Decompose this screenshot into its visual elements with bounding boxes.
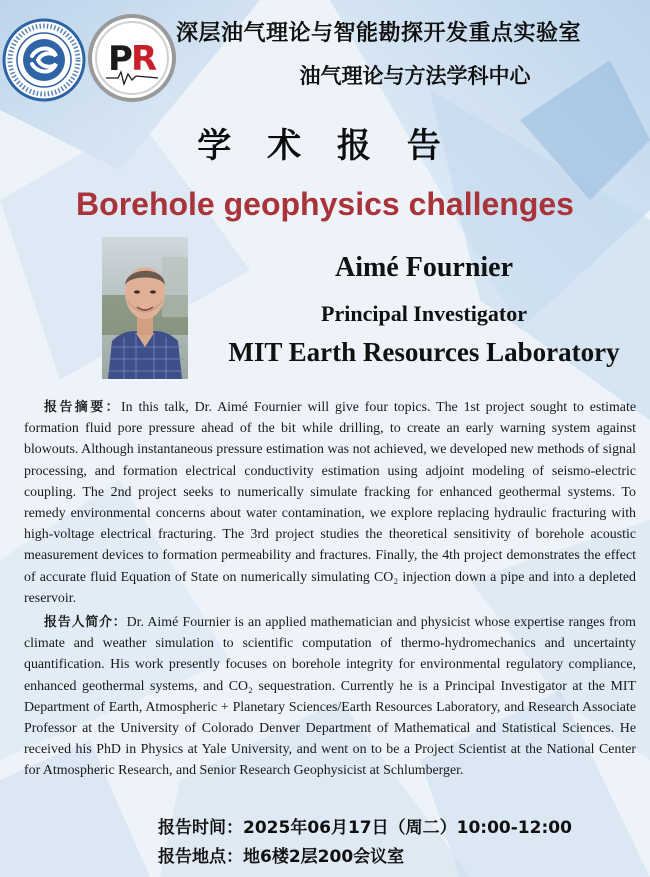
speaker-position: Principal Investigator [321, 301, 527, 326]
bio-paragraph [24, 612, 636, 782]
speaker-name: Aimé Fournier [334, 252, 514, 283]
pr-logo-letter-p: P [108, 39, 133, 79]
pr-logo-letter-r: R [131, 39, 158, 79]
report-location: 报告地点：地6楼2层200会议室 [158, 847, 405, 867]
report-heading: 学 术 报 告 [197, 126, 453, 166]
talk-title: Borehole geophysics challenges [76, 186, 574, 222]
abstract-paragraph [24, 397, 636, 609]
institute-seal-logo [2, 18, 86, 102]
abstract-text: In this talk, Dr. Aimé Fournier will give four topics. The 1st project sought to estimate formation fluid pore pressure ahead of the bit while drilling, to create an early warning system against blowouts. Although instantaneous pressure estimation was not achieved, we developed new methods of signal processing, and formation electrical conductivity estimation using adjoint modeling of seismo-electric coupling. The 2nd project seeks to numerically simulate fracking for enhanced geothermal systems. To remedy environmental concerns about water contamination, we explore replacing hydraulic fracturing with high-voltage electrical fracturing. The 3rd project studies the theoretical sensitivity of borehole acoustic measurement devices to formation permeability and fractures. Finally, the 4th project demonstrates the effect of accurate fluid Equation of State on numerically simulating CO₂ injection down a pipe and into a depleted reservoir. [24, 400, 636, 606]
bio-label: 报告人简介： [44, 615, 127, 630]
lab-name: 深层油气理论与智能勘探开发重点实验室 [176, 21, 582, 46]
center-name: 油气理论与方法学科中心 [299, 64, 531, 88]
speaker-photo [102, 237, 188, 379]
speaker-institution: MIT Earth Resources Laboratory [228, 337, 620, 367]
report-time: 报告时间：2025年06月17日（周二）10:00-12:00 [158, 818, 572, 838]
pr-logo [88, 14, 176, 102]
abstract-label: 报告摘要： [44, 400, 122, 415]
bio-text: Dr. Aimé Fournier is an applied mathematician and physicist whose expertise ranges from climate and weather simulation to scientific computation of thermo-hydromechanics and uncertainty quantification. His work presently focuses on borehole integrity for environmental regulatory compliance, enhanced geothermal systems, and CO₂ sequestration. Currently he is a Principal Investigator at the MIT Department of Earth, Atmospheric + Planetary Sciences/Earth Resources Laboratory, and Research Associate Professor at the University of Colorado Denver Department of Mathematical and Statistical Sciences. He received his PhD in Physics at Yale University, and went on to be a Project Scientist at the National Center for Atmospheric Research, and Senior Research Geophysicist at Schlumberger. [24, 615, 636, 779]
